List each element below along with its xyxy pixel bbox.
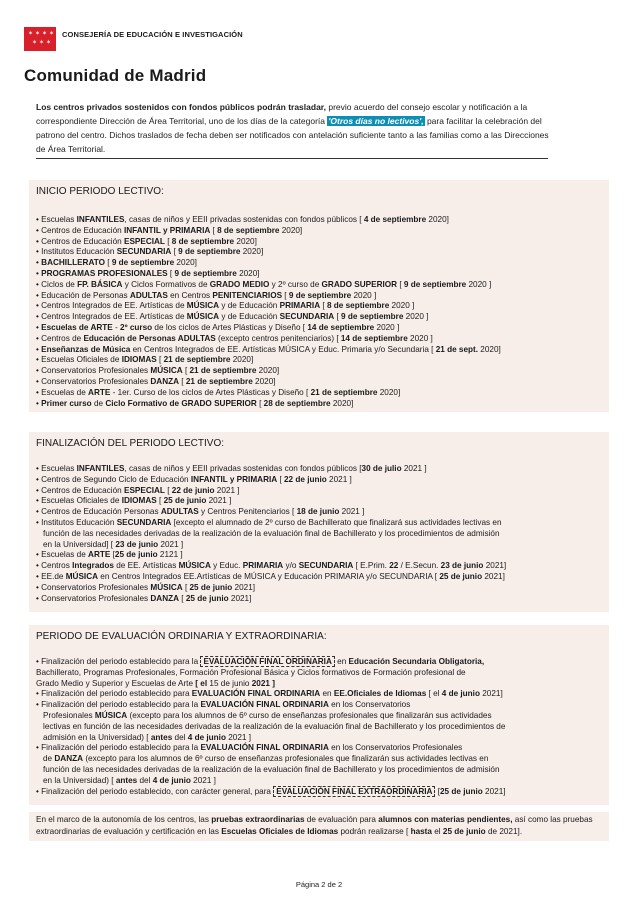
bold-text: DANZA bbox=[150, 593, 180, 603]
bold-text: PRIMARIA bbox=[279, 301, 321, 311]
text: 15 de junio bbox=[209, 678, 250, 688]
text: de EE. Artísticas bbox=[113, 561, 179, 571]
text: 2021 ] bbox=[158, 539, 184, 549]
list-item bbox=[36, 269, 609, 280]
bold-text: Ciclo Formativo de GRADO SUPERIOR bbox=[105, 398, 257, 408]
text: • Finalización del periodo establecido para la bbox=[36, 657, 201, 666]
text: [ bbox=[397, 279, 404, 289]
list-item bbox=[36, 700, 609, 711]
text: [ bbox=[164, 485, 172, 495]
bold-text: 9 de septiembre bbox=[174, 268, 237, 278]
text: 2020 ] bbox=[351, 290, 377, 300]
bold-text: 28 de septiembre bbox=[263, 398, 331, 408]
list-item bbox=[36, 572, 609, 583]
text: 2021 ] bbox=[206, 496, 232, 506]
text: • Finalización del periodo establecido, con carácter general, para bbox=[36, 786, 274, 796]
evaluacion-section bbox=[29, 625, 609, 805]
text: [ bbox=[156, 496, 164, 506]
bold-text: DANZA bbox=[54, 754, 84, 764]
list-item bbox=[36, 399, 609, 410]
text: de 2021]. bbox=[485, 827, 523, 836]
list-item bbox=[36, 496, 609, 507]
list-item bbox=[36, 733, 609, 744]
text: de los ciclos de Artes Plásticas y Diseño [ bbox=[152, 322, 308, 332]
list-item bbox=[36, 291, 609, 302]
text: • Centros de Segundo Ciclo de Educación bbox=[36, 474, 191, 484]
bold-text: 8 de septiembre bbox=[326, 301, 390, 311]
section-title: PERIODO DE EVALUACIÓN ORDINARIA Y EXTRAORDINARIA: bbox=[36, 631, 327, 642]
bold-text: 4 de junio bbox=[441, 689, 480, 699]
bold-text: 21 de septiembre bbox=[185, 376, 253, 386]
bold-text: ADULTAS bbox=[160, 507, 199, 517]
list-item bbox=[36, 518, 609, 529]
list-item bbox=[36, 334, 609, 345]
bold-text: 25 de junio bbox=[440, 786, 483, 796]
text: [ bbox=[179, 376, 186, 386]
closing-paragraph bbox=[29, 812, 609, 841]
bold-text: 21 de sept. bbox=[435, 344, 479, 354]
list-item bbox=[36, 377, 609, 388]
bold-text: MÚSICA bbox=[186, 312, 220, 322]
text: 2020 ] bbox=[466, 279, 492, 289]
bold-text: 25 de junio bbox=[163, 496, 207, 506]
text: • Escuelas bbox=[36, 215, 77, 224]
text: 2021 ] bbox=[401, 464, 427, 473]
text: admisión en la Universidad) [ bbox=[43, 732, 151, 742]
list-item bbox=[36, 765, 609, 776]
bold-text: 4 de junio bbox=[152, 775, 191, 785]
text: así como las pruebas extraordinarias de evaluación y certificación en las bbox=[36, 815, 593, 836]
bold-text: Enseñanzas de Música bbox=[41, 344, 131, 354]
divider bbox=[36, 158, 548, 159]
bold-text: 9 de septiembre bbox=[403, 279, 467, 289]
bold-text: 21 de septiembre bbox=[189, 366, 257, 376]
bold-text: 21 de septiembre bbox=[310, 387, 378, 397]
bold-text: 25 de junio bbox=[439, 571, 483, 581]
text: [ bbox=[210, 225, 218, 235]
list-item bbox=[36, 776, 609, 787]
bold-text: 21 de septiembre bbox=[163, 355, 231, 365]
text: 2021 ] bbox=[225, 732, 251, 742]
bold-text: Escuelas de ARTE bbox=[41, 322, 113, 332]
list-item bbox=[36, 754, 609, 765]
bold-text: 25 de junio bbox=[442, 827, 486, 836]
text: función de las necesidades derivadas de la realización de la evaluación final de Bachillerato y los procedimientos de admisión bbox=[43, 764, 500, 774]
section-title: FINALIZACIÓN DEL PERIODO LECTIVO: bbox=[36, 438, 224, 449]
text: en la Universidad] [ bbox=[43, 539, 116, 549]
text: 2020 ] bbox=[403, 312, 429, 322]
text: 2021] bbox=[482, 786, 506, 796]
text: [ bbox=[171, 247, 179, 257]
bold-text: INFANTILES bbox=[76, 464, 125, 473]
list-item bbox=[36, 247, 609, 258]
text: [ bbox=[167, 268, 175, 278]
list-item bbox=[36, 550, 609, 561]
consejeria-label: CONSEJERÍA DE EDUCACIÓN E INVESTIGACIÓN bbox=[62, 30, 243, 39]
list-item bbox=[36, 711, 609, 722]
text: 2021] bbox=[483, 561, 507, 571]
bold-text: antes bbox=[150, 732, 173, 742]
intro-paragraph bbox=[36, 100, 556, 156]
text: [ bbox=[164, 236, 172, 246]
bold-text: EVALUACIÓN FINAL ORDINARIA bbox=[200, 700, 329, 710]
bold-text: 2021 ] bbox=[249, 678, 275, 688]
bold-text: ESPECIAL bbox=[123, 485, 165, 495]
text: 2021] bbox=[228, 593, 252, 603]
text: 2021] bbox=[232, 582, 256, 592]
list-item bbox=[36, 722, 609, 733]
bold-text: 2º curso bbox=[120, 322, 153, 332]
text: • Conservatorios Profesionales bbox=[36, 582, 151, 592]
text: y Educ. bbox=[210, 561, 243, 571]
intro-text: previo acuerdo del consejo escolar y notificación a la correspondiente Dirección de Área Territorial, uno de los días de la categoría bbox=[36, 102, 528, 126]
text: de bbox=[43, 754, 55, 764]
text: [ el bbox=[426, 689, 442, 699]
text: de evaluación para bbox=[304, 815, 379, 824]
bold-text: 4 de septiembre bbox=[363, 215, 427, 224]
bold-text: PRIMARIA bbox=[242, 561, 284, 571]
text: • Institutos Educación bbox=[36, 517, 117, 527]
text: en Centros bbox=[167, 290, 213, 300]
list-item bbox=[36, 215, 609, 226]
text: 2020 ] bbox=[389, 301, 415, 311]
bold-text: 9 de septiembre bbox=[111, 258, 175, 268]
bold-text: 22 bbox=[389, 561, 399, 571]
text: • Finalización del periodo establecido para la bbox=[36, 700, 201, 710]
bold-text: Primer curso bbox=[41, 398, 92, 408]
intro-highlight: 'Otros días no lectivos', bbox=[328, 116, 424, 126]
text: Grado Medio y Superior y Escuelas de Arte bbox=[36, 678, 194, 688]
text: , casas de niños y EEII privadas sostenidas con fondos públicos [ bbox=[124, 464, 362, 473]
text: [ bbox=[110, 550, 115, 560]
bold-text: EVALUACIÓN FINAL EXTRAORDINARIA bbox=[273, 786, 435, 797]
list-item bbox=[36, 486, 609, 497]
list-item bbox=[36, 657, 609, 668]
bold-text: BACHILLERATO bbox=[41, 258, 105, 268]
text: [ bbox=[435, 786, 440, 796]
text: 2121 ] bbox=[157, 550, 183, 560]
text: [ bbox=[182, 582, 190, 592]
list-item bbox=[36, 226, 609, 237]
bold-text: antes bbox=[115, 775, 138, 785]
text: [ bbox=[320, 301, 327, 311]
text: [ bbox=[104, 258, 112, 268]
bold-text: SECUNDARIA bbox=[298, 561, 354, 571]
text: en Centros Integrados de EE. Artísticas MÚSICA y Educ. Primaria y/o Secundaria [ bbox=[130, 344, 436, 354]
text: el bbox=[431, 827, 443, 836]
bold-text: MÚSICA bbox=[186, 301, 220, 311]
text: 2020] bbox=[256, 366, 280, 376]
text: 2021 ] bbox=[326, 474, 352, 484]
text: • bbox=[36, 344, 42, 354]
list-item bbox=[36, 301, 609, 312]
list-item bbox=[36, 464, 609, 475]
text: • bbox=[36, 398, 42, 408]
text: • Centros Integrados de EE. Artísticas de bbox=[36, 312, 187, 322]
text: (excepto para los alumnos de 6º curso de enseñanzas profesionales que finalizarán sus actividades bbox=[127, 710, 492, 720]
bold-text: Integrados bbox=[72, 561, 114, 571]
bold-text: 25 de junio bbox=[189, 582, 233, 592]
text: en los Conservatorios bbox=[328, 700, 411, 710]
text: • Escuelas bbox=[36, 464, 77, 473]
bold-text: 22 de junio bbox=[284, 474, 327, 484]
text: • bbox=[36, 268, 42, 278]
bold-text: INFANTILES bbox=[76, 215, 125, 224]
bold-text: 9 de septiembre bbox=[178, 247, 241, 257]
text: en la Universidad) [ bbox=[43, 775, 116, 785]
list-item bbox=[36, 679, 609, 690]
bold-text: pruebas extraordinarias bbox=[211, 815, 305, 824]
text: • Educación de Personas bbox=[36, 290, 130, 300]
bold-text: alumnos con materias pendientes, bbox=[378, 815, 513, 824]
text: [excepto el alumnado de 2º curso de Bachillerato que finalizará sus actividades lectivas en bbox=[171, 517, 502, 527]
text: en bbox=[334, 657, 349, 666]
text: lectivas en función de las necesidades derivadas de la realización de la evaluación final de Bachillerato y los procedimientos de bbox=[43, 721, 506, 731]
text: 2021 ] bbox=[214, 485, 240, 495]
bold-text: MÚSICA bbox=[178, 561, 211, 571]
text: - bbox=[112, 322, 121, 332]
text: • Conservatorios Profesionales bbox=[36, 376, 151, 386]
text: • Centros de Educación bbox=[36, 485, 124, 495]
text: [ bbox=[256, 398, 264, 408]
bold-text: MÚSICA bbox=[65, 571, 99, 581]
text: función de las necesidades derivadas de la realización de la evaluación final de Bachillerato y los procedimientos de admisión bbox=[43, 528, 500, 538]
bold-text: 25 de junio bbox=[114, 550, 158, 560]
text: 2020] bbox=[426, 215, 449, 224]
bold-text: GRADO MEDIO bbox=[209, 279, 270, 289]
text: de bbox=[91, 398, 106, 408]
list-item bbox=[36, 280, 609, 291]
list-item bbox=[36, 323, 609, 334]
list-item bbox=[36, 743, 609, 754]
text: y Ciclos Formativos de bbox=[122, 279, 210, 289]
bold-text: MÚSICA bbox=[150, 582, 183, 592]
text: 2020] bbox=[240, 247, 264, 257]
text: 2021] bbox=[479, 689, 503, 699]
text: (excepto centros penitenciarios) [ bbox=[215, 333, 341, 343]
bold-text: 8 de septiembre bbox=[171, 236, 235, 246]
bold-text: hasta bbox=[410, 827, 432, 836]
text: 2021 ] bbox=[190, 775, 216, 785]
text: • bbox=[36, 322, 42, 332]
text: 2020] bbox=[234, 236, 257, 246]
text: 2020 ] bbox=[374, 322, 400, 332]
text: , casas de niños y EEII privadas sostenidas con fondos públicos [ bbox=[124, 215, 364, 224]
bold-text: FP. BÁSICA bbox=[77, 279, 123, 289]
bold-text: EVALUACIÓN FINAL ORDINARIA bbox=[200, 656, 334, 667]
list-item bbox=[36, 689, 609, 700]
text: • Centros bbox=[36, 561, 73, 571]
bold-text: EVALUACIÓN FINAL ORDINARIA bbox=[200, 743, 329, 753]
list-item bbox=[36, 529, 609, 540]
text: [ bbox=[179, 593, 186, 603]
list-item bbox=[36, 561, 609, 572]
text: [ bbox=[277, 474, 284, 484]
page-number: Página 2 de 2 bbox=[295, 880, 343, 889]
text: 2021 ] bbox=[339, 507, 365, 517]
bold-text: SECUNDARIA bbox=[116, 247, 172, 257]
text: en Centros Integrados EE.Artísticas de MÚSICA y Educación PRIMARIA y/o SECUNDARIA [ bbox=[98, 571, 440, 581]
bold-text: 14 de septiembre bbox=[340, 333, 408, 343]
bold-text: 4 de junio bbox=[187, 732, 226, 742]
text: [ bbox=[182, 366, 190, 376]
text: y de Educación bbox=[219, 301, 280, 311]
section-body bbox=[29, 198, 609, 409]
bold-text: 8 de septiembre bbox=[217, 225, 280, 235]
bold-text: 18 de junio bbox=[296, 507, 340, 517]
text: Profesionales bbox=[43, 710, 95, 720]
text: en los Conservatorios Profesionales bbox=[328, 743, 463, 753]
text: • Ciclos de bbox=[36, 279, 78, 289]
bold-text: Educación de Personas ADULTAS bbox=[83, 333, 216, 343]
text: • Centros Integrados de EE. Artísticas de bbox=[36, 301, 187, 311]
bold-text: 14 de septiembre bbox=[307, 322, 375, 332]
text: • Centros de bbox=[36, 333, 84, 343]
text: • Finalización del periodo establecido para la bbox=[36, 743, 201, 753]
text: • Centros de Educación bbox=[36, 236, 124, 246]
list-item bbox=[36, 594, 609, 605]
bold-text: PROGRAMAS PROFESIONALES bbox=[41, 268, 168, 278]
text: en bbox=[320, 689, 334, 699]
text: Bachillerato, Programas Profesionales, Formación Profesional Básica y Ciclos formativos de Formación profesional de bbox=[36, 667, 466, 677]
inicio-section bbox=[29, 180, 609, 412]
list-item bbox=[36, 237, 609, 248]
bold-text: MÚSICA bbox=[94, 710, 128, 720]
bold-text: GRADO SUPERIOR bbox=[321, 279, 398, 289]
text: [ bbox=[334, 312, 342, 322]
text: y Centros Penitenciarios [ bbox=[198, 507, 297, 517]
list-item bbox=[36, 583, 609, 594]
text: 2020] bbox=[377, 387, 401, 397]
text: [ bbox=[282, 290, 289, 300]
comunidad-title: Comunidad de Madrid bbox=[24, 66, 207, 85]
flag-stars-icon: ✶ ✶ ✶ ✶ ✶ ✶ ✶ bbox=[24, 27, 56, 51]
bold-text: 9 de septiembre bbox=[341, 312, 404, 322]
text: 2021] bbox=[482, 571, 505, 581]
list-item bbox=[36, 787, 609, 798]
text: 2020] bbox=[478, 344, 501, 354]
bold-text: 23 de junio bbox=[115, 539, 159, 549]
list-item bbox=[36, 312, 609, 323]
bold-text: IDIOMAS bbox=[121, 496, 157, 506]
bold-text: PENITENCIARIOS bbox=[212, 290, 283, 300]
list-item bbox=[36, 345, 609, 356]
text: • bbox=[36, 258, 42, 268]
bold-text: SECUNDARIA bbox=[116, 517, 172, 527]
text: [ E.Prim. bbox=[353, 561, 390, 571]
text: 2020 ] bbox=[407, 333, 433, 343]
text: • Finalización del periodo establecido para bbox=[36, 689, 192, 699]
bold-text: INFANTIL y PRIMARIA bbox=[190, 474, 278, 484]
bold-text: Escuelas Oficiales de Idiomas bbox=[221, 827, 339, 836]
list-item bbox=[36, 668, 609, 679]
text: • Conservatorios Profesionales bbox=[36, 366, 151, 376]
bold-text: MÚSICA bbox=[150, 366, 183, 376]
text: (excepto para los alumnos de 6º curso de enseñanzas profesionales que finalizarán sus actividades lectivas en bbox=[83, 754, 489, 764]
text: podrán realizarse [ bbox=[338, 827, 411, 836]
list-item bbox=[36, 540, 609, 551]
intro-text-end: para facilitar la celebración del patrono del centro. Dichos traslados de fecha deben ser notificados con antelación suficiente tanto a las familias como a las Direcciones de Área Territorial. bbox=[36, 116, 549, 154]
bold-text: ARTE bbox=[88, 550, 111, 560]
text: • Centros de Educación bbox=[36, 225, 124, 235]
bold-text: 22 de junio bbox=[171, 485, 215, 495]
bold-text: 25 de junio bbox=[185, 593, 229, 603]
text: • Centros de Educación Personas bbox=[36, 507, 161, 517]
bold-text: EVALUACIÓN FINAL ORDINARIA bbox=[191, 689, 321, 699]
text: • Escuelas de bbox=[36, 387, 89, 397]
text: / E.Secun. bbox=[398, 561, 441, 571]
bold-text: ARTE bbox=[88, 387, 111, 397]
list-item bbox=[36, 258, 609, 269]
text: • Escuelas Oficiales de bbox=[36, 355, 122, 365]
text: y/o bbox=[283, 561, 299, 571]
text: 2020] bbox=[230, 355, 254, 365]
list-item bbox=[36, 475, 609, 486]
text: 2020] bbox=[174, 258, 197, 268]
list-item bbox=[36, 388, 609, 399]
text: 2020] bbox=[330, 398, 354, 408]
bold-text: DANZA bbox=[150, 376, 180, 386]
intro-bold: Los centros privados sostenidos con fondos públicos podrán trasladar, bbox=[36, 102, 326, 112]
text: y de Educación bbox=[219, 312, 280, 322]
bold-text: IDIOMAS bbox=[121, 355, 157, 365]
list-item bbox=[36, 366, 609, 377]
bold-text: INFANTIL y PRIMARIA bbox=[123, 225, 211, 235]
bold-text: [ el bbox=[193, 678, 210, 688]
text: • Institutos Educación bbox=[36, 247, 117, 257]
text: del bbox=[172, 732, 188, 742]
text: - 1er. Curso de los ciclos de Artes Plásticas y Diseño [ bbox=[110, 387, 311, 397]
text: En el marco de la autonomía de los centros, las bbox=[36, 815, 212, 824]
bold-text: ADULTAS bbox=[129, 290, 168, 300]
text: [ bbox=[156, 355, 164, 365]
text: • Escuelas de bbox=[36, 550, 89, 560]
text: • Conservatorios Profesionales bbox=[36, 593, 151, 603]
bold-text: 30 de julio bbox=[361, 464, 402, 473]
bold-text: Educación Secundaria Obligatoria, bbox=[348, 657, 485, 666]
bold-text: EE.Oficiales de Idiomas bbox=[333, 689, 427, 699]
text: 2020] bbox=[252, 376, 276, 386]
section-title: INICIO PERIODO LECTIVO: bbox=[36, 186, 164, 197]
text: • Escuelas Oficiales de bbox=[36, 496, 122, 506]
section-body bbox=[29, 643, 609, 797]
text: y 2º curso de bbox=[269, 279, 322, 289]
text: 2020] bbox=[279, 225, 303, 235]
text: del bbox=[137, 775, 153, 785]
bold-text: SECUNDARIA bbox=[279, 312, 335, 322]
bold-text: 23 de junio bbox=[440, 561, 484, 571]
bold-text: ESPECIAL bbox=[123, 236, 165, 246]
finalizacion-section bbox=[29, 432, 609, 612]
list-item bbox=[36, 355, 609, 366]
list-item bbox=[36, 507, 609, 518]
text: 2020] bbox=[236, 268, 260, 278]
section-body bbox=[29, 450, 609, 604]
bold-text: 9 de septiembre bbox=[288, 290, 352, 300]
text: • EE.de bbox=[36, 571, 66, 581]
